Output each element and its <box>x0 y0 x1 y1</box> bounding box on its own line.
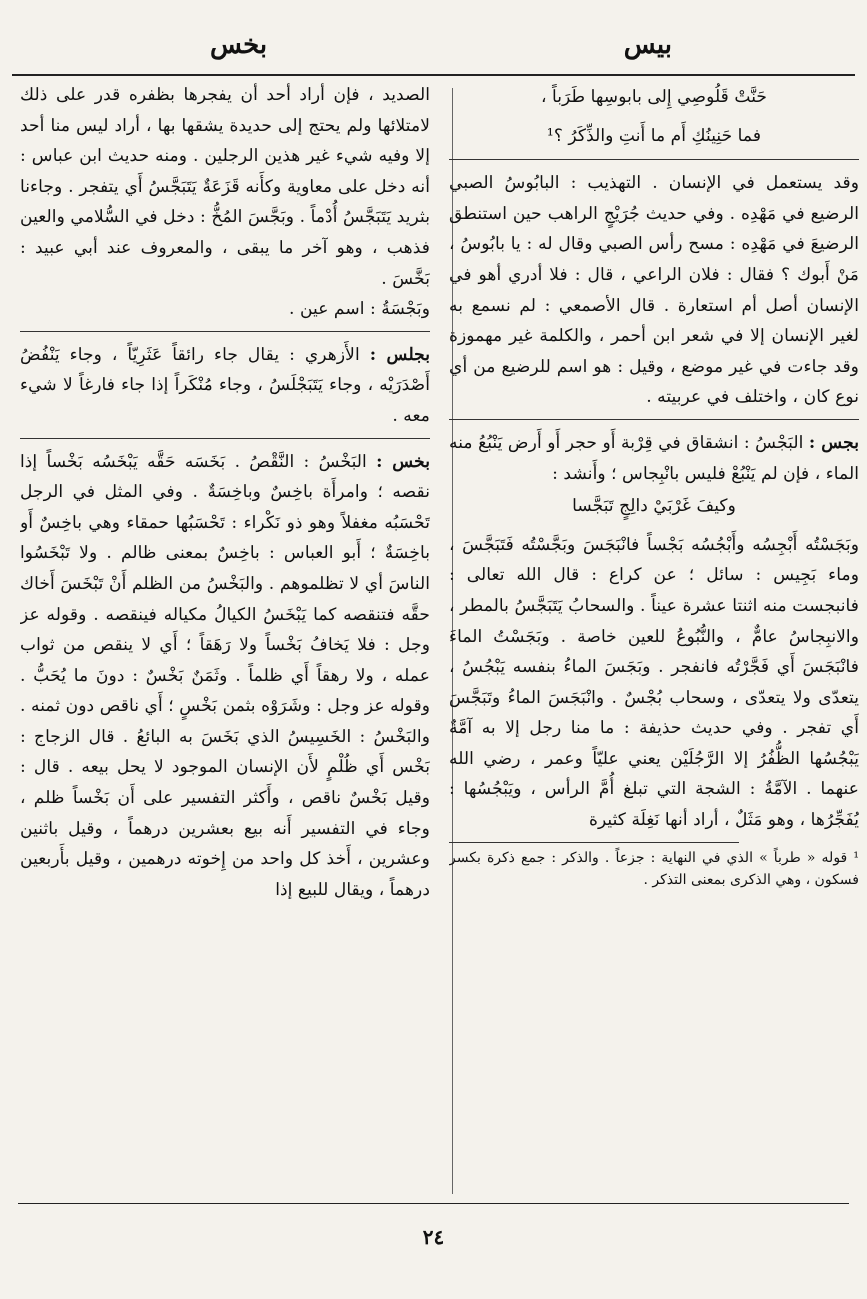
section-rule <box>20 331 430 332</box>
poem-verse-3: وكيفَ غَرْبَيْ دالِجٍ تَبَجَّسا <box>572 496 736 517</box>
headword-bjs: بجس : <box>808 432 859 453</box>
entry-bjs-text: البَجْسُ : انشقاق في قِرْبة أَو حجر أَو أَرض يَنْبُعُ منه الماء ، فإن لم يَنْبُعْ فليس بانْبِجاس ؛ وأَنشد : <box>449 432 859 484</box>
section-rule <box>449 419 859 420</box>
right-column <box>449 80 859 891</box>
header-rule <box>12 74 855 76</box>
bayas-paragraph: وقد يستعمل في الإنسان . التهذيب : البابُوسُ الصبي الرضيع في مَهْدِه . وفي حديث جُرَيْجٍ الراهب حين استنطق الرضيعَ في مَهْدِه : مسح رأس الصبي وقال له : يا بابُوسُ ، مَنْ أَبوك ؟ فقال : فلان الراعي ، قال : فلا أدري أهو في الإنسان أصل أم استعارة . قال الأصمعي : لم نسمع به لغير الإنسان إلا في شعر ابن أحمر ، والكلمة غير مهموزة وقد جاءت في غير موضع ، وقيل : هو اسم للرضيع من أي نوع كان ، واختلف في عربيته . <box>449 173 859 408</box>
section-rule <box>20 438 430 439</box>
entry-bjls <box>20 340 430 432</box>
continued-paragraph: الصديد ، فإن أراد أحد أن يفجرها بظفره قدر على ذلك لامتلائها ولم يحتج إلى حديدة يشقها بها ، أراد ليس منا أحد إلا وفيه شيء غير هذين الرجلين . ومنه حديث ابن عباس : أنه دخل على معاوية وكأَنه قَزَعَةٌ يَتَبَجَّسُ أَي يتفجر . وجاءنا بثريد يَتَبَجَّسُ أُدْماً . وبَجَّسَ المُخُّ : دخل في السُّلامي والعين فذهب ، وهو آخر ما يبقى ، والمعروف عند أبي عبيد : بَخَّسَ . <box>20 85 430 289</box>
footer-rule <box>18 1203 849 1204</box>
headword-bkhs: بخس : <box>376 451 430 472</box>
entry-bkhs-text: البَخْسُ : النَّقْصُ . بَخَسَه حَقَّه يَبْخَسُه بَخْساً إذا نقصه ؛ وامرأَة باخِسٌ وباخِسَةٌ . وفي المثل في الرجل تَحْسَبُه مغفلاً وهو ذو نَكْراء : تَحْسَبُها حمقاء وهي باخِسٌ أَو باخِسَةٌ ؛ أَبو العباس : باخِسٌ بمعنى ظالم . ولا تَبْخَسُوا الناسَ أي لا تظلموهم . والبَخْسُ من الظلم أَنْ تَبْخَسَ أَخاك حقَّه فتنقصه كما يَبْخَسُ الكيالُ مكياله فينقصه . وقوله عز وجل : فلا يَخافُ بَخْساً ولا رَهَقاً ؛ أَي لا ينقص من ثواب عمله ، ولا رهقاً أَي ظلماً . وثَمَنٌ بَخْسٌ : دونَ ما يُحَبُّ . وقوله عز وجل : وشَرَوْه بثمن بَخْسٍ ؛ أَي ناقص دون ثمنه . والبَخْسُ : الخَسِيسُ الذي بَخَسَ به البائعُ . قال الزجاج : بَخْس أَي ظُلْمٍ لأَن الإنسان الموجود لا يحل بيعه . قال : وقيل بَخْسٌ ناقص ، وأَكثر التفسير على أَن بَخْساً ظلم ، وجاء في التفسير أَنه بيع بعشرين درهماً ، وقيل باثنين وعشرين ، أَخذ كل واحد من إِخوته درهمين ، وقيل بأَربعين درهماً ، ويقال للبيع إذا <box>20 451 430 900</box>
spring-name-line: وبَجْسَةُ : اسم عين . <box>289 299 430 320</box>
footnote-rule <box>449 842 739 843</box>
entry-bkhs <box>20 447 430 906</box>
page-number: ٢٤ <box>422 1225 445 1249</box>
section-rule <box>449 159 859 160</box>
poem-verse-2: فما حَنِينُكِ أَم ما أَنتِ والذِّكَرُ ؟¹ <box>546 125 762 146</box>
bjs-paragraph: وبَجَسْتُه أَبْجِسُه وأَبْجُسُه بَجْساً فانْبَجَسَ وبَجَّسْتُه فَتَبَجَّسَ ، وماء بَجِيس : سائل ؛ عن كراع : قال الله تعالى : فانبجست منه اثنتا عشرة عيناً . والسحابُ يَتَبَجَّسُ بالمطر ، والانبِجاسُ عامٌّ ، والنُّبُوعُ للعين خاصة . وبَجَسْتُ الماءَ فانْبَجَسَ أَي فَجَّرْتُه فانفجر . وبَجَسَ الماءُ بنفسه يَبْجُسُ ، يتعدّى ولا يتعدّى ، وسحاب بُجْسٌ . وانْبَجَسَ الماءُ وتَبَجَّسَ أَي تفجر . وفي حديث حذيفة : ما منا رجل إلا به آمَّةٌ يَبْجُسُها الظُّفُرُ إلا الرَّجُلَيْن يعني عليّاً وعمر ، رضي الله عنهما . الآمَّةُ : الشجة التي تبلغ أُمَّ الرأس ، ويَبْجُسُها : يُفَجِّرُها ، وهو مَثَلٌ ، أراد أنها نَغِلَة كثيرة <box>449 534 859 831</box>
left-header-word: بخس <box>210 30 268 60</box>
entry-bjls-text: الأَزهري : يقال جاء رائقاً عَثَرِيّاً ، وجاء يَنْفُضُ أَصْدَرَيْه ، وجاء يَتَبَجْلَسُ ، وجاء مُنْكَراً إذا جاء فارغاً لا شيء معه . <box>20 344 430 426</box>
headword-bjls: بجلس : <box>369 344 430 365</box>
entry-bjs <box>449 428 859 489</box>
poem-verse-1: حَنَّتْ قَلُوصِي إِلى بابوسِها طَرَباً ، <box>540 87 768 107</box>
left-column <box>20 80 430 905</box>
footnote: ¹ قوله « طرباً » الذي في النهاية : جزعاً . والذكر : جمع ذكرة بكسر فسكون ، وهي الذكرى بمعنى التذكر . <box>449 849 859 888</box>
right-header-word: بيس <box>623 30 672 60</box>
